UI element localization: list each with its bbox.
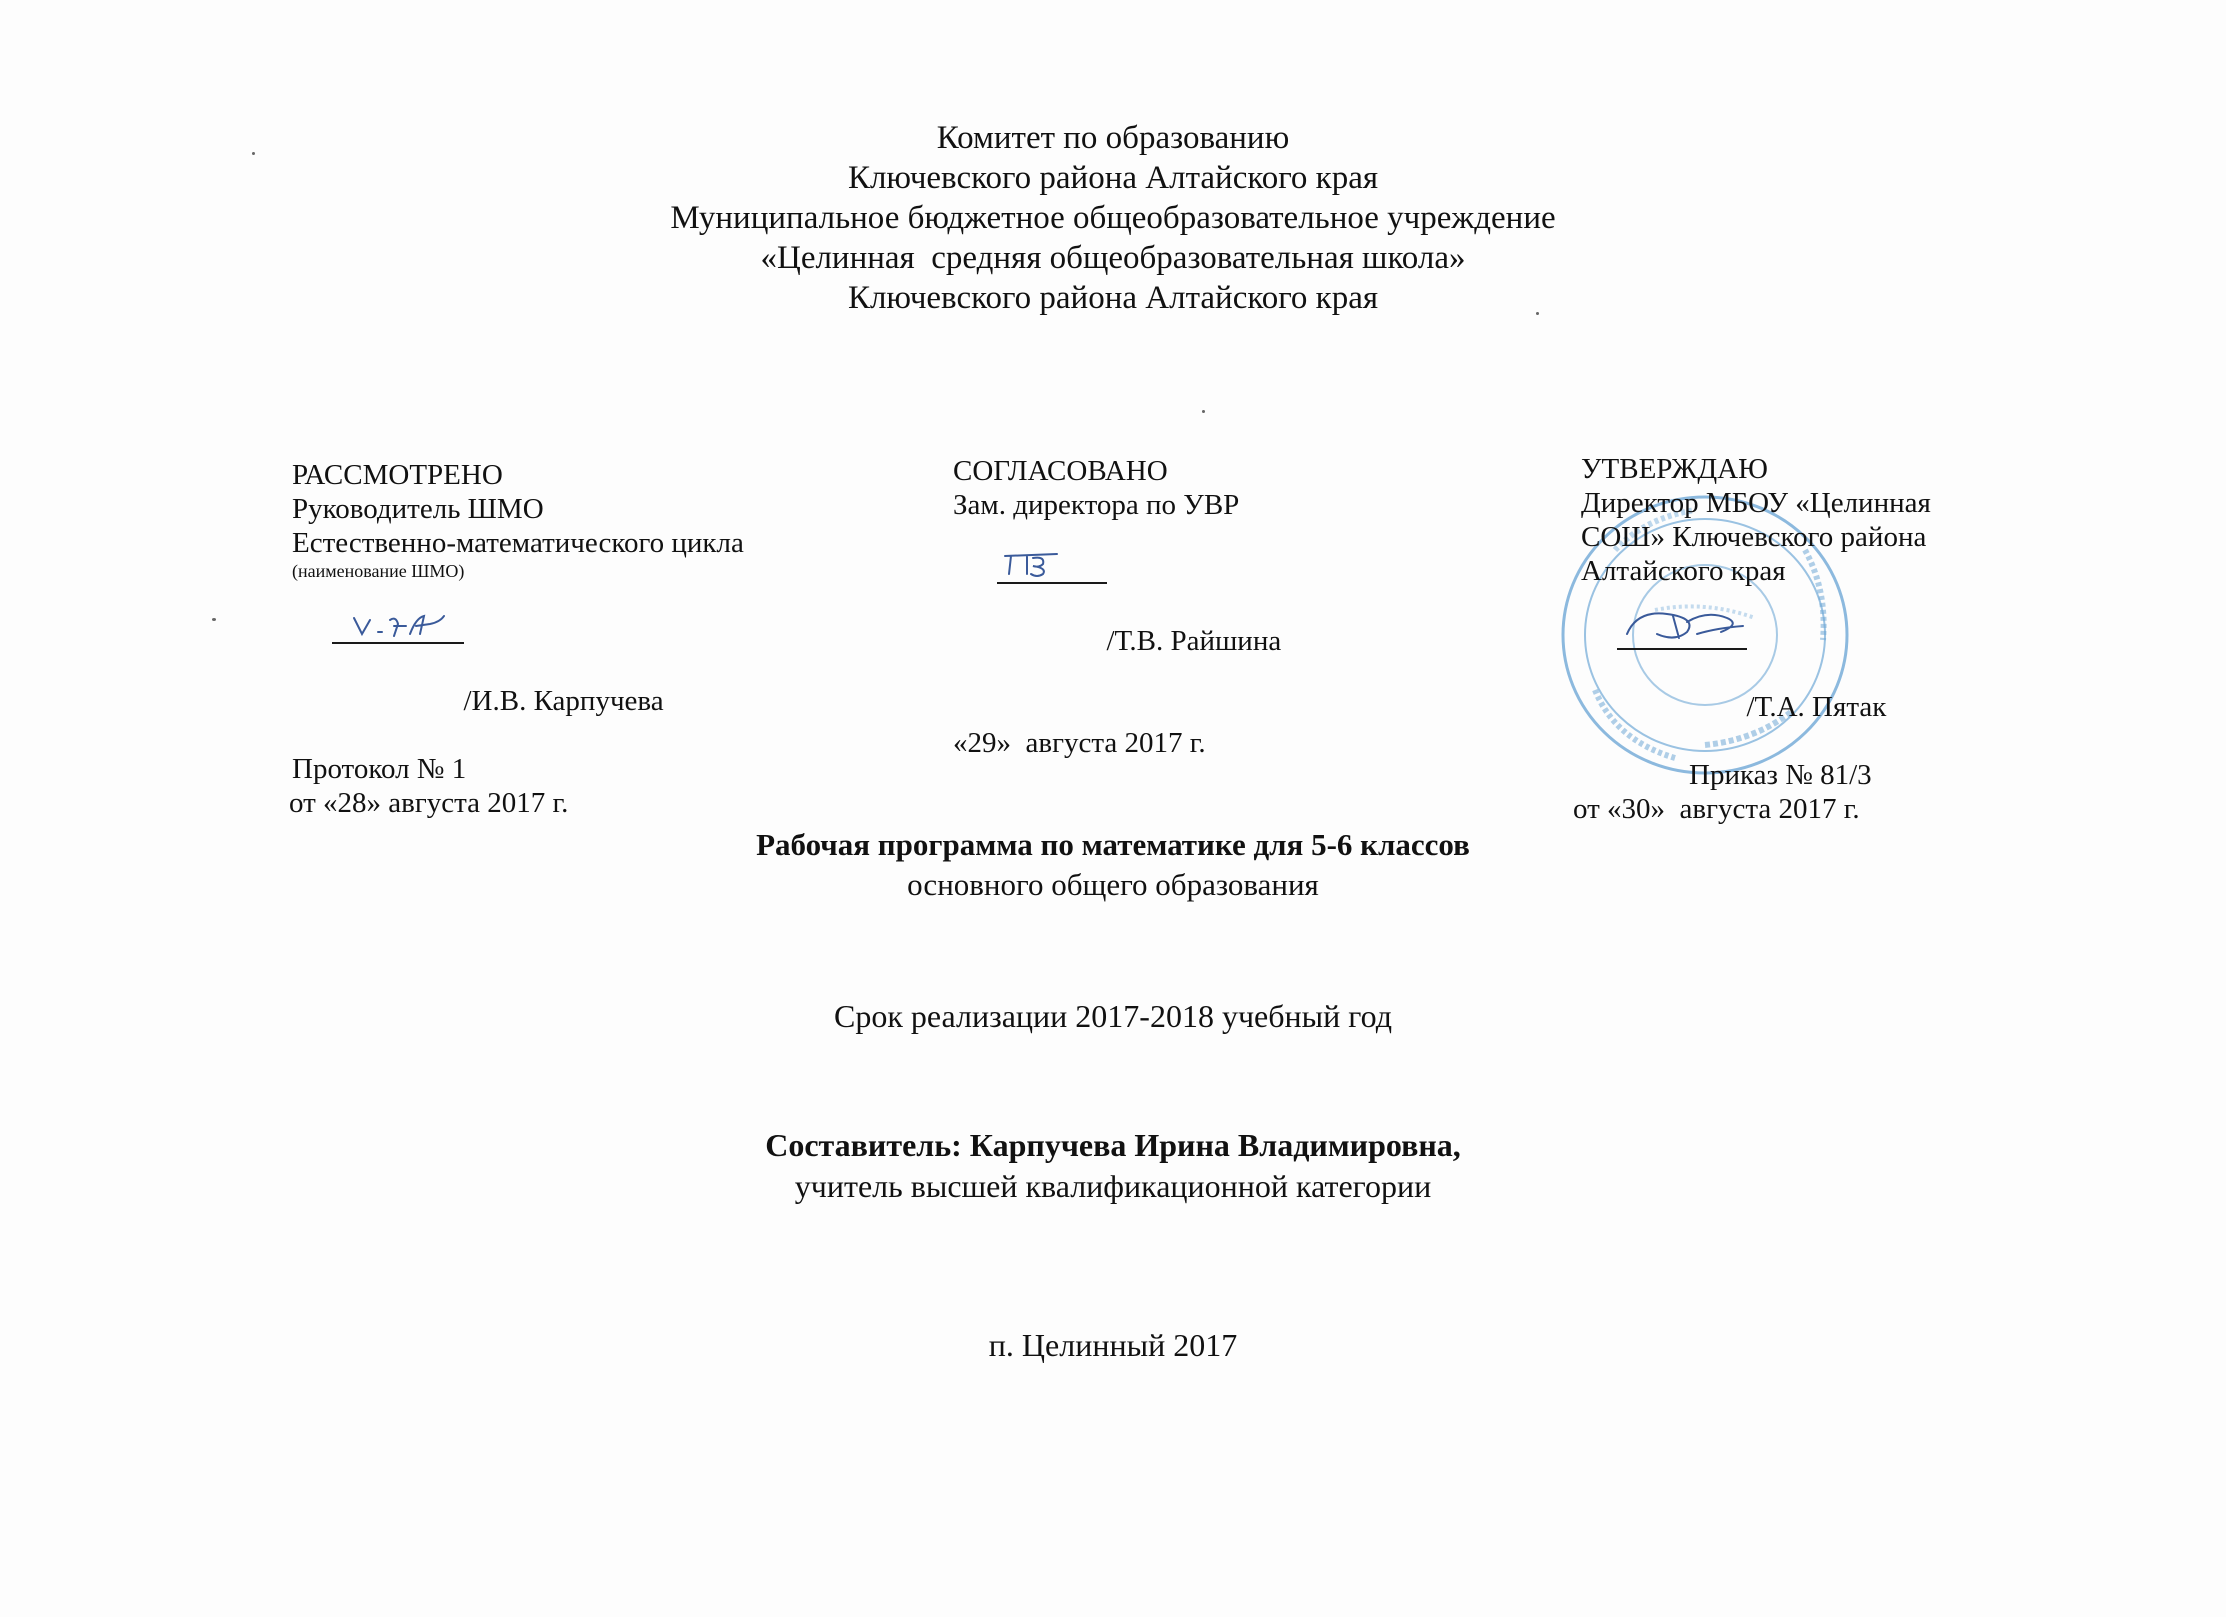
approved-signature-line xyxy=(1573,588,1931,758)
signature-raishina xyxy=(997,548,1107,582)
approval-approved xyxy=(1573,452,1931,826)
header-line-institution-type: Муниципальное бюджетное общеобразовательное учреждение xyxy=(670,200,1556,236)
approved-role-line1: Директор МБОУ «Целинная xyxy=(1581,487,1931,519)
approved-heading: УТВЕРЖДАЮ xyxy=(1581,453,1768,485)
program-title: Рабочая программа по математике для 5-6 классов xyxy=(756,827,1470,862)
approved-role-line2: СОШ» Ключевского района xyxy=(1581,521,1927,553)
agreed-role: Зам. директора по УВР xyxy=(953,489,1240,521)
approved-order: Приказ № 81/3 xyxy=(1689,759,1872,791)
organization-header xyxy=(0,118,2226,318)
agreed-signer: /Т.В. Райшина xyxy=(1106,625,1282,657)
considered-signature-line xyxy=(288,582,744,752)
header-line-district: Ключевского района Алтайского края xyxy=(847,160,1379,196)
considered-dept: Естественно-математического цикла xyxy=(292,527,744,559)
considered-heading: РАССМОТРЕНО xyxy=(292,459,503,491)
program-place-year: п. Целинный 2017 xyxy=(988,1327,1238,1363)
approved-role-line3: Алтайского края xyxy=(1581,555,1786,587)
scan-speck xyxy=(1202,410,1205,413)
approval-agreed xyxy=(953,454,1281,760)
signature-pyatak xyxy=(1617,604,1757,648)
considered-dept-note: (наименование ШМО) xyxy=(292,561,465,581)
header-line-school-name: «Целинная средняя общеобразовательная школа» xyxy=(760,240,1466,276)
header-line-committee: Комитет по образованию xyxy=(936,120,1290,156)
considered-date: от «28» августа 2017 г. xyxy=(289,787,569,819)
program-term: Срок реализации 2017-2018 учебный год xyxy=(834,998,1392,1034)
agreed-signature-line xyxy=(953,522,1281,692)
considered-role: Руководитель ШМО xyxy=(292,493,544,525)
considered-protocol: Протокол № 1 xyxy=(292,753,467,785)
program-subtitle: основного общего образования xyxy=(907,867,1319,902)
approved-date: от «30» августа 2017 г. xyxy=(1573,793,1860,825)
scan-speck xyxy=(212,618,216,621)
header-line-region: Ключевского района Алтайского края xyxy=(847,280,1379,316)
program-author: Составитель: Карпучева Ирина Владимировна, xyxy=(765,1127,1461,1163)
signature-blank xyxy=(1617,622,1747,650)
agreed-heading: СОГЛАСОВАНО xyxy=(953,455,1168,487)
approved-signer: /Т.А. Пятак xyxy=(1746,691,1887,723)
signature-blank xyxy=(997,556,1107,584)
program-author-position: учитель высшей квалификационной категории xyxy=(794,1168,1432,1204)
agreed-date: «29» августа 2017 г. xyxy=(953,727,1206,759)
signature-karpucheva xyxy=(332,612,464,642)
approval-considered xyxy=(289,458,744,820)
considered-signer: /И.В. Карпучева xyxy=(463,685,664,717)
signature-blank xyxy=(332,616,464,644)
